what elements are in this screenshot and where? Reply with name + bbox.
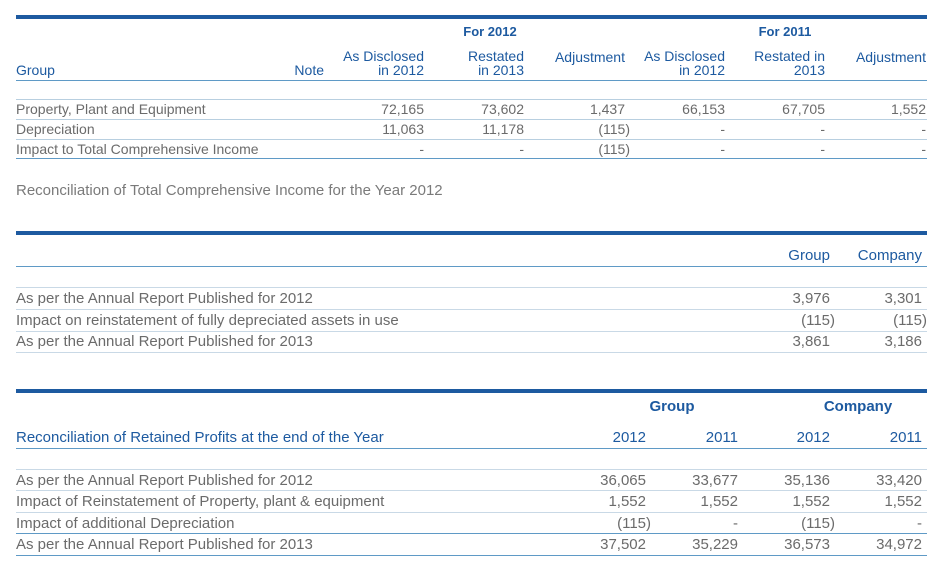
col-note: Note [294, 62, 324, 78]
cell: 1,552 [792, 493, 830, 510]
cell: (115) [598, 141, 630, 157]
table3-rule [16, 469, 927, 470]
col-disclosed-2012: As Disclosed in 2012 [343, 48, 424, 78]
cell: 34,972 [876, 536, 922, 553]
table2-bottom-rule [16, 352, 927, 353]
col-group-2011: 2011 [705, 429, 738, 446]
cell: - [820, 121, 825, 137]
header-group: Group [649, 398, 695, 415]
header-company: Company [823, 398, 893, 415]
table1-bottom-rule [16, 158, 927, 159]
cell: 67,705 [782, 101, 825, 117]
cell: 1,552 [608, 493, 646, 510]
cell: 35,136 [784, 472, 830, 489]
row-label: As per the Annual Report Published for 2012 [16, 472, 313, 489]
cell: 73,602 [481, 101, 524, 117]
cell: 33,420 [876, 472, 922, 489]
table1-top-rule [16, 15, 927, 19]
cell: 37,502 [600, 536, 646, 553]
row-label: Impact to Total Comprehensive Income [16, 141, 259, 157]
table3-title: Reconciliation of Retained Profits at the end of the Year [16, 429, 384, 446]
cell: 36,065 [600, 472, 646, 489]
cell: - [921, 141, 926, 157]
row-rule [16, 119, 927, 120]
cell: 1,552 [700, 493, 738, 510]
table3-top-rule [16, 389, 927, 393]
cell: 72,165 [381, 101, 424, 117]
table3-header-rule [16, 448, 927, 449]
cell: - [917, 515, 922, 532]
cell: - [720, 121, 725, 137]
cell: (115) [893, 312, 927, 329]
cell: 1,437 [589, 101, 625, 117]
row-label: Impact on reinstatement of fully depreciated assets in use [16, 312, 399, 329]
col-adjustment-2012: Adjustment [554, 49, 625, 65]
cell: 3,186 [884, 333, 922, 350]
col-company: Company [857, 247, 922, 264]
cell: - [720, 141, 725, 157]
cell: 1,552 [884, 493, 922, 510]
row-label: Impact of Reinstatement of Property, plant & equipment [16, 493, 385, 510]
cell: 11,178 [482, 121, 524, 137]
cell: (115) [801, 515, 835, 532]
row-rule [16, 512, 927, 513]
row-rule [16, 139, 927, 140]
row-rule [16, 490, 927, 491]
table1-rule [16, 99, 927, 100]
row-rule [16, 331, 927, 332]
row-label: Depreciation [16, 121, 95, 137]
table2-top-rule [16, 231, 927, 235]
cell: 3,861 [792, 333, 830, 350]
table3-bottom-rule [16, 555, 927, 556]
cell: 36,573 [784, 536, 830, 553]
col-adjustment-2011: Adjustment [855, 49, 926, 65]
cell: (115) [801, 312, 835, 329]
table1-header-rule [16, 80, 927, 81]
cell: 35,229 [692, 536, 738, 553]
row-label: Property, Plant and Equipment [16, 101, 206, 117]
cell: 66,153 [682, 101, 725, 117]
cell: 3,976 [792, 290, 830, 307]
col-disclosed-2011: As Disclosed in 2012 [644, 48, 725, 78]
row-label: Impact of additional Depreciation [16, 515, 235, 532]
header-for-2012: For 2012 [463, 24, 517, 39]
cell: - [419, 141, 424, 157]
col-restated-2011: Restated in 2013 [754, 48, 825, 78]
cell: 33,677 [692, 472, 738, 489]
cell: - [820, 141, 825, 157]
row-label: As per the Annual Report Published for 2012 [16, 290, 313, 307]
cell: 1,552 [890, 101, 926, 117]
cell: 11,063 [382, 121, 424, 137]
header-for-2011: For 2011 [758, 24, 812, 39]
col-group: Group [16, 62, 55, 78]
col-restated-2013: Restated in 2013 [467, 48, 524, 78]
row-rule [16, 533, 927, 534]
cell: 3,301 [884, 290, 922, 307]
row-label: As per the Annual Report Published for 2013 [16, 536, 313, 553]
cell: (115) [617, 515, 651, 532]
cell: - [921, 121, 926, 137]
cell: - [519, 141, 524, 157]
section-title: Reconciliation of Total Comprehensive Income for the Year 2012 [16, 182, 443, 199]
cell: - [733, 515, 738, 532]
col-group-2012: 2012 [612, 429, 646, 446]
row-rule [16, 309, 927, 310]
table2-header-rule [16, 266, 927, 267]
col-company-2012: 2012 [796, 429, 830, 446]
col-group: Group [788, 247, 830, 264]
table2-rule [16, 287, 927, 288]
row-label: As per the Annual Report Published for 2013 [16, 333, 313, 350]
cell: (115) [598, 121, 630, 137]
col-company-2011: 2011 [889, 429, 922, 446]
